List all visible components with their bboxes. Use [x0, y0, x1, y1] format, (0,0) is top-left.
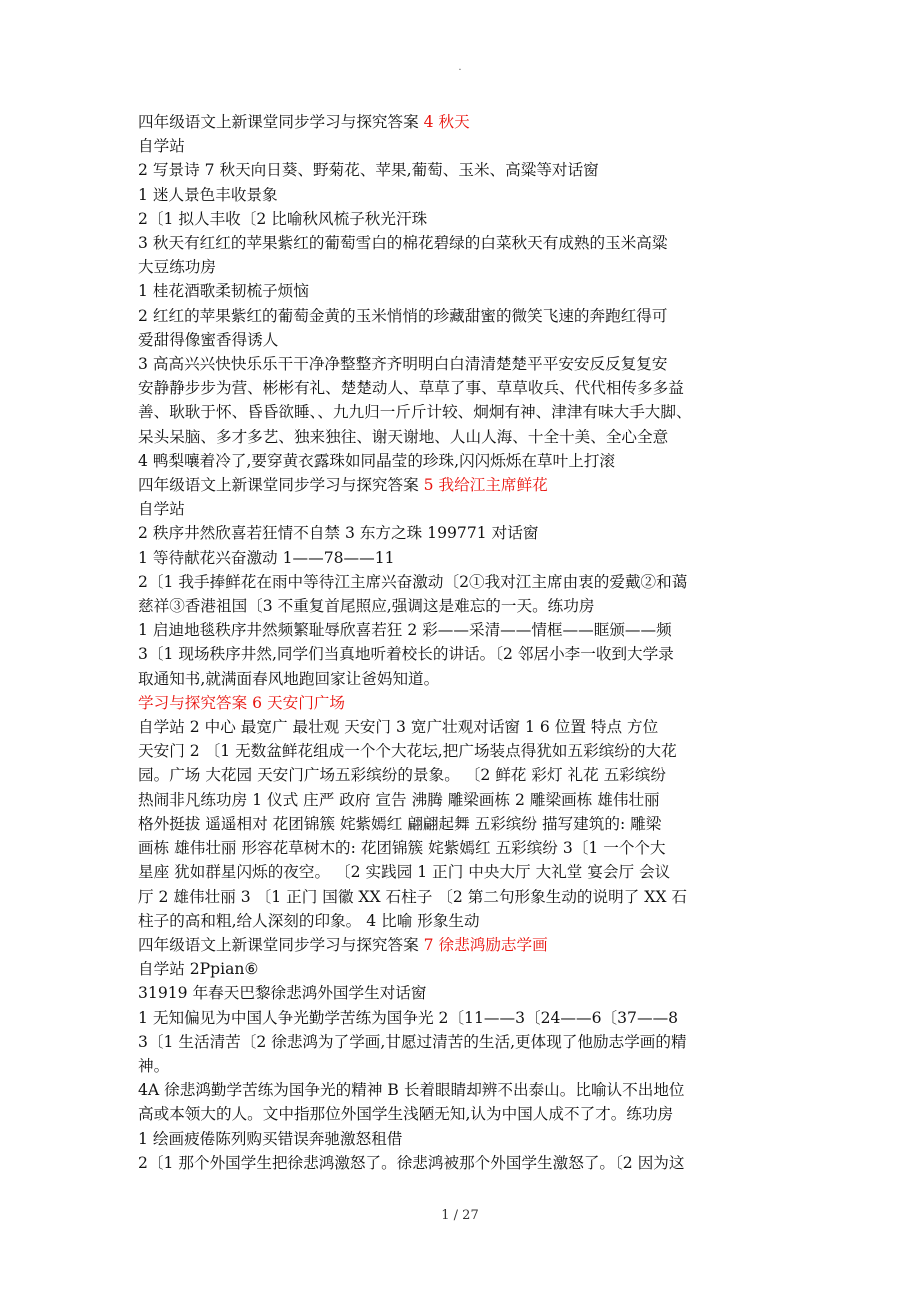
line-text: 画栋 雄伟壮丽 形容花草树木的: 花团锦簇 姹紫嫣红 五彩缤纷 3〔1 一个个大 [138, 839, 666, 858]
line-text: 3 高高兴兴快快乐乐干干净净整整齐齐明明白白清清楚楚平平安安反反复复安 [138, 355, 668, 374]
line-text: 1 启迪地毯秩序井然频繁耻辱欣喜若狂 2 彩——采清——情框——眶颁——频 [138, 621, 672, 640]
text-line [138, 1054, 788, 1078]
text-line [138, 352, 788, 376]
line-text: 取通知书,就满面春风地跑回家让爸妈知道。 [138, 669, 440, 688]
text-line [138, 497, 788, 521]
line-text: 安静静步步为营、彬彬有礼、楚楚动人、草草了事、草草收兵、代代相传多多益 [138, 379, 684, 398]
line-text: 1 等待献花兴奋激动 1——78——11 [138, 548, 395, 567]
line-text: 天安门 2 〔1 无数盆鲜花组成一个个大花坛,把广场装点得犹如五彩缤纷的大花 [138, 742, 677, 761]
line-text: 2〔1 拟人丰收〔2 比喻秋风梳子秋光汗珠 [138, 209, 428, 228]
text-line [138, 255, 788, 279]
line-text: 1 迷人景色丰收景象 [138, 185, 278, 204]
line-text: 大豆练功房 [138, 258, 216, 277]
page-number: 1 / 27 [441, 1208, 479, 1223]
text-line [138, 618, 788, 642]
text-line [138, 860, 788, 884]
text-line [138, 812, 788, 836]
line-text: 四年级语文上新课堂同步学习与探究答案 [138, 935, 424, 954]
text-line [138, 570, 788, 594]
text-line [138, 1127, 788, 1151]
line-text: 2 红红的苹果紫红的葡萄金黄的玉米悄悄的珍藏甜蜜的微笑飞速的奔跑红得可 [138, 306, 668, 325]
line-text: 四年级语文上新课堂同步学习与探究答案 [138, 113, 424, 131]
line-text: 3〔1 生活清苦〔2 徐悲鸿为了学画,甘愿过清苦的生活,更体现了他励志学画的精 [138, 1032, 687, 1051]
line-text: 3〔1 现场秩序井然,同学们当真地听着校长的讲话。〔2 邻居小李一收到大学录 [138, 645, 674, 664]
line-text: 厅 2 雄伟壮丽 3 〔1 正门 国徽 XX 石柱子 〔2 第二句形象生动的说明了 XX 石 [138, 887, 688, 906]
line-text: 自学站 2Ppian⑥ [138, 960, 259, 979]
text-line [138, 642, 788, 666]
header-mark: . [458, 62, 462, 73]
line-text: 园。广场 大花园 天安门广场五彩缤纷的景象。 〔2 鲜花 彩灯 礼花 五彩缤纷 [138, 766, 667, 785]
line-text: 高或本领大的人。文中指那位外国学生浅陋无知,认为中国人成不了才。练功房 [138, 1105, 674, 1124]
text-line [138, 885, 788, 909]
line-text: 格外挺拔 遥遥相对 花团锦簇 姹紫嫣红 翩翩起舞 五彩缤纷 描写建筑的: 雕梁 [138, 814, 662, 833]
text-line [138, 715, 788, 739]
text-line [138, 400, 788, 424]
line-text: 四年级语文上新课堂同步学习与探究答案 [138, 476, 424, 495]
lesson-title-highlight: 5 我给江主席鲜花 [423, 476, 548, 495]
line-text: 2〔1 那个外国学生把徐悲鸿激怒了。徐悲鸿被那个外国学生激怒了。〔2 因为这 [138, 1153, 685, 1172]
line-text: 学习与探究答案 [138, 693, 253, 712]
line-text: 1 无知偏见为中国人争光勤学苦练为国争光 2〔11——3〔24——6〔37——8 [138, 1008, 679, 1027]
text-line [138, 328, 788, 352]
line-text: 1 桂花酒歌柔韧梳子烦恼 [138, 282, 309, 301]
text-line [138, 594, 788, 618]
lesson-title-highlight: 4 秋天 [423, 113, 470, 131]
line-text: 4A 徐悲鸿勤学苦练为国争光的精神 B 长着眼睛却辨不出泰山。比喻认不出地位 [138, 1081, 685, 1100]
line-text: 3 秋天有红红的苹果紫红的葡萄雪白的棉花碧绿的白菜秋天有成熟的玉米高粱 [138, 234, 668, 253]
text-line [138, 981, 788, 1005]
line-text: 自学站 2 中心 最宽广 最壮观 天安门 3 宽广壮观对话窗 1 6 位置 特点 方位 [138, 718, 659, 737]
text-line [138, 836, 788, 860]
text-line [138, 1030, 788, 1054]
lesson-title-highlight: 7 徐悲鸿励志学画 [423, 935, 548, 954]
line-text: 热闹非凡练功房 1 仪式 庄严 政府 宣告 沸腾 雕梁画栋 2 雕梁画栋 雄伟壮丽 [138, 790, 660, 809]
text-line [138, 1078, 788, 1102]
text-line [138, 763, 788, 787]
line-text: 呆头呆脑、多才多艺、独来独往、谢天谢地、人山人海、十全十美、全心全意 [138, 427, 669, 446]
text-line [138, 1151, 788, 1175]
text-line [138, 183, 788, 207]
text-line [138, 376, 788, 400]
text-line [138, 788, 788, 812]
text-line [138, 739, 788, 763]
line-text: 2 秩序井然欣喜若狂情不自禁 3 东方之珠 199771 对话窗 [138, 524, 539, 543]
line-text: 柱子的高和粗,给人深刻的印象。 4 比喻 形象生动 [138, 911, 480, 930]
line-text: 2 写景诗 7 秋天向日葵、野菊花、苹果,葡萄、玉米、高粱等对话窗 [138, 161, 599, 180]
text-line [138, 933, 788, 957]
text-line [138, 667, 788, 691]
text-line [138, 110, 788, 134]
text-line [138, 957, 788, 981]
text-line [138, 546, 788, 570]
line-text: 1 绘画疲倦陈列购买错误奔驰激怒租借 [138, 1129, 403, 1148]
text-line [138, 158, 788, 182]
line-text: 2〔1 我手捧鲜花在雨中等待江主席兴奋激动〔2①我对江主席由衷的爱戴②和蔼 [138, 572, 688, 591]
line-text: 善、耿耿于怀、昏昏欲睡、、九九归一斤斤计较、炯炯有神、津津有味大手大脚、 [138, 403, 692, 422]
line-text: 慈祥③香港祖国〔3 不重复首尾照应,强调这是难忘的一天。练功房 [138, 597, 595, 616]
lesson-title-highlight: 6 天安门广场 [252, 693, 345, 712]
text-line [138, 521, 788, 545]
text-line [138, 909, 788, 933]
text-line [138, 134, 788, 158]
text-line [138, 691, 788, 715]
text-line [138, 231, 788, 255]
text-line [138, 304, 788, 328]
line-text: 4 鸭梨嚷着冷了,要穿黄衣露珠如同晶莹的珍珠,闪闪烁烁在草叶上打滚 [138, 451, 616, 470]
line-text: 星座 犹如群星闪烁的夜空。 〔2 实践园 1 正门 中央大厅 大礼堂 宴会厅 会议 [138, 863, 671, 882]
line-text: 31919 年春天巴黎徐悲鸿外国学生对话窗 [138, 984, 427, 1003]
text-line [138, 473, 788, 497]
document-body [138, 110, 788, 1175]
text-line [138, 1102, 788, 1126]
text-line [138, 425, 788, 449]
text-line [138, 1006, 788, 1030]
text-line [138, 449, 788, 473]
line-text: 爱甜得像蜜香得诱人 [138, 330, 279, 349]
line-text: 自学站 [138, 500, 185, 519]
line-text: 自学站 [138, 137, 185, 156]
line-text: 神。 [138, 1056, 170, 1075]
text-line [138, 207, 788, 231]
text-line [138, 279, 788, 303]
